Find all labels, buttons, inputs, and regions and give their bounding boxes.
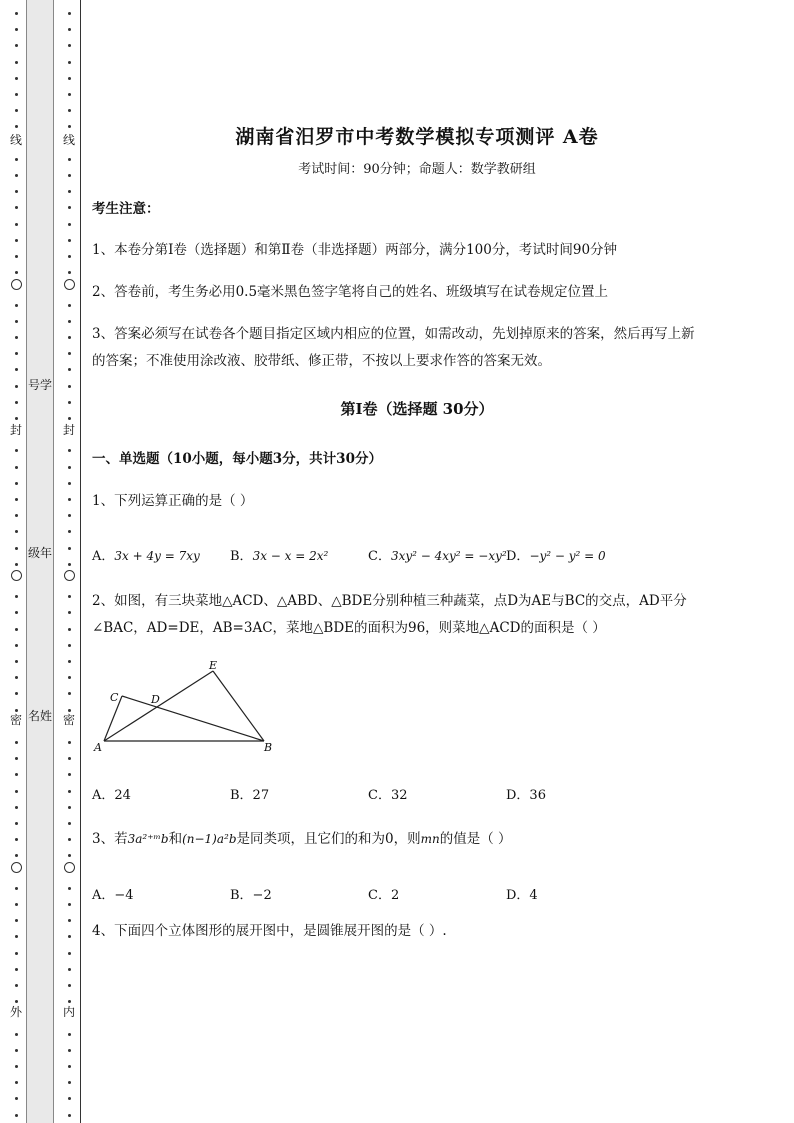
point-b-label: B xyxy=(264,741,273,754)
question-2-triangle-figure xyxy=(92,655,292,760)
q3-option-a: A．−4 xyxy=(92,888,134,903)
q2-option-c: C．32 xyxy=(368,788,408,803)
q2-option-a: A．24 xyxy=(92,788,131,803)
class-field-label: 级年 xyxy=(27,546,52,560)
question-2-line-1: 2、如图，有三块菜地△ACD、△ABD、△BDE分别种植三种蔬菜，点D为AE与BC的交点，AD平分 xyxy=(92,593,687,609)
exam-title: 湖南省汨罗市中考数学模拟专项测评 A卷 xyxy=(235,126,599,148)
segment-cb xyxy=(122,696,264,741)
inner-cut-mark: 内 xyxy=(62,1005,75,1019)
outer-cut-mark: 密 xyxy=(9,713,22,727)
notes-heading: 考生注意： xyxy=(92,201,160,217)
note-item-3: 3、答案必须写在试卷各个题目指定区域内相应的位置，如需改动，先划掉原来的答案，然后再写上新 xyxy=(92,326,695,342)
point-c-label: C xyxy=(110,691,119,704)
q3-option-b: B．−2 xyxy=(230,888,272,903)
question-1-stem: 1、下列运算正确的是（ ） xyxy=(92,493,254,509)
name-field-label: 名姓 xyxy=(27,709,52,723)
segment-eb xyxy=(213,671,264,741)
point-e-label: E xyxy=(209,659,218,672)
note-item-1: 1、本卷分第Ⅰ卷（选择题）和第Ⅱ卷（非选择题）两部分，满分100分，考试时间90分钟 xyxy=(92,242,618,258)
point-d-label: D xyxy=(151,693,160,706)
q3-term-2: (n−1)a²b xyxy=(182,832,237,846)
q1-option-c: C．3xy² − 4xy² = −xy² xyxy=(368,549,507,564)
outer-cut-mark: 外 xyxy=(9,1005,22,1019)
question-3-stem: 3、若3a²⁺ᵐb和(n−1)a²b是同类项，且它们的和为0，则mn的值是（ ） xyxy=(92,831,512,847)
section-title: 第Ⅰ卷（选择题 30分） xyxy=(340,400,494,418)
q1-option-b: B．3x − x = 2x² xyxy=(230,549,329,564)
student-number-field-label: 号学 xyxy=(27,378,52,392)
q2-option-d: D．36 xyxy=(506,788,546,803)
segment-ae xyxy=(104,671,213,741)
note-item-2: 2、答卷前，考生务必用0.5毫米黑色签字笔将自己的姓名、班级填写在试卷规定位置上 xyxy=(92,284,609,300)
q3-option-c: C．2 xyxy=(368,888,400,903)
outer-cut-mark: 封 xyxy=(9,423,22,437)
note-item-3-continued: 的答案；不准使用涂改液、胶带纸、修正带，不按以上要求作答的答案无效。 xyxy=(92,353,551,369)
inner-cut-mark: 封 xyxy=(62,423,75,437)
outer-dotted-cut-line xyxy=(8,0,24,1123)
q1-option-d: D．−y² − y² = 0 xyxy=(506,549,606,564)
binding-margin-line xyxy=(80,0,81,1123)
q2-option-b: B．27 xyxy=(230,788,270,803)
q3-term-1: 3a²⁺ᵐb xyxy=(127,832,169,846)
question-4-stem: 4、下面四个立体图形的展开图中，是圆锥展开图的是（ ）. xyxy=(92,923,447,939)
inner-cut-mark: 密 xyxy=(62,713,75,727)
q1-option-a: A．3x + 4y = 7xy xyxy=(92,549,200,564)
point-a-label: A xyxy=(94,741,102,754)
inner-cut-mark: 线 xyxy=(62,133,75,147)
question-2-line-2: ∠BAC，AD=DE，AB=3AC，菜地△BDE的面积为96，则菜地△ACD的面积是（ ） xyxy=(92,620,606,636)
inner-dotted-cut-line xyxy=(61,0,77,1123)
part-heading: 一、单选题（10小题，每小题3分，共计30分） xyxy=(92,451,382,467)
q3-option-d: D．4 xyxy=(506,888,538,903)
exam-subtitle: 考试时间：90分钟；命题人：数学教研组 xyxy=(298,162,536,177)
outer-cut-mark: 线 xyxy=(9,133,22,147)
